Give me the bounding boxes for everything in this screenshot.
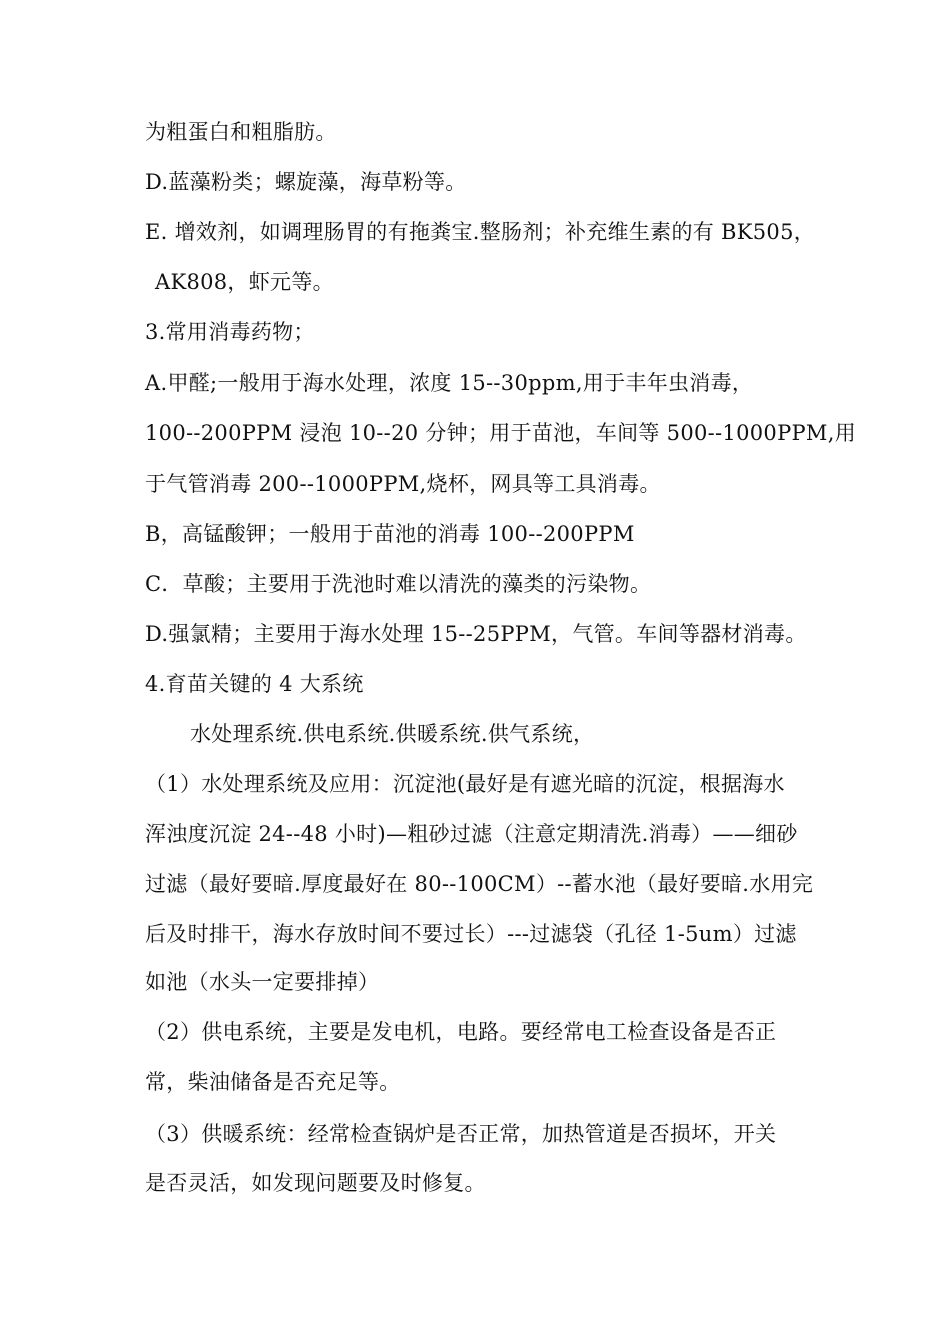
text-line: E. 增效剂，如调理肠胃的有拖粪宝.整肠剂；补充维生素的有 BK505， — [145, 220, 816, 244]
text-line: D.强氯精；主要用于海水处理 15--25PPM，气管。车间等器材消毒。 — [145, 622, 807, 646]
text-line: 后及时排干，海水存放时间不要过长）---过滤袋（孔径 1-5um）过滤 — [145, 922, 797, 946]
text-line: （3）供暖系统：经常检查锅炉是否正常，加热管道是否损坏，开关 — [145, 1122, 777, 1146]
section-heading: 4.育苗关键的 4 大系统 — [145, 672, 364, 696]
text-line: AK808，虾元等。 — [155, 270, 334, 294]
text-line: C．草酸；主要用于洗池时难以清洗的藻类的污染物。 — [145, 572, 652, 596]
text-line: 如池（水头一定要排掉） — [145, 970, 380, 994]
text-line: 100--200PPM 浸泡 10--20 分钟；用于苗池，车间等 500--1000PPM,用 — [145, 421, 857, 445]
text-line: B，高锰酸钾；一般用于苗池的消毒 100--200PPM — [145, 522, 635, 546]
text-line: （1）水处理系统及应用：沉淀池(最好是有遮光暗的沉淀，根据海水 — [145, 772, 785, 796]
section-heading: 3.常用消毒药物； — [145, 320, 315, 344]
text-line: 是否灵活，如发现问题要及时修复。 — [145, 1171, 486, 1195]
text-line: 常，柴油储备是否充足等。 — [145, 1070, 401, 1094]
text-line: 过滤（最好要暗.厚度最好在 80--100CM）--蓄水池（最好要暗.水用完 — [145, 872, 814, 896]
text-line: D.蓝藻粉类；螺旋藻，海草粉等。 — [145, 170, 467, 194]
text-line: A.甲醛;一般用于海水处理，浓度 15--30ppm,用于丰年虫消毒， — [145, 371, 754, 395]
text-line: 水处理系统.供电系统.供暖系统.供气系统， — [190, 722, 595, 746]
text-line: （2）供电系统，主要是发电机，电路。要经常电工检查设备是否正 — [145, 1020, 777, 1044]
text-line: 浑浊度沉淀 24--48 小时)—粗砂过滤（注意定期清洗.消毒）——细砂 — [145, 822, 798, 846]
text-line: 于气管消毒 200--1000PPM,烧杯，网具等工具消毒。 — [145, 472, 661, 496]
text-line: 为粗蛋白和粗脂肪。 — [145, 120, 337, 144]
